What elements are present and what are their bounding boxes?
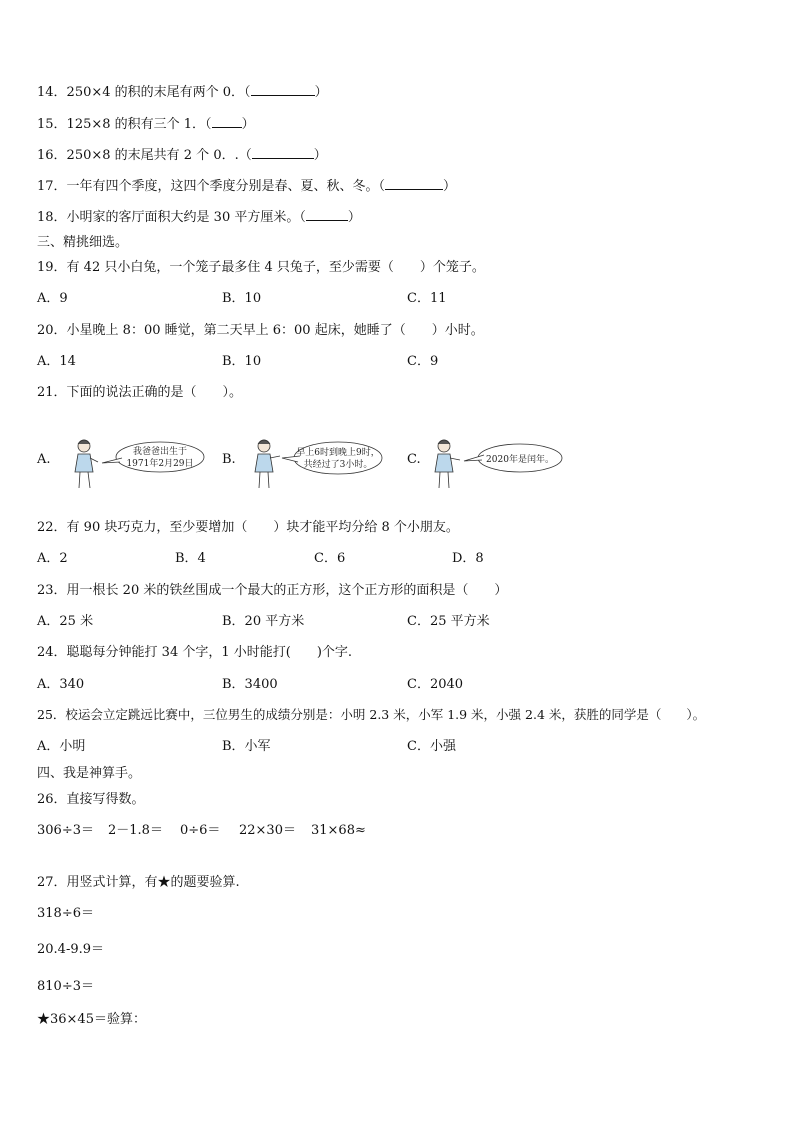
q21-option-a-label[interactable]: A. [37, 452, 51, 467]
question-14-text: 14．250×4 的积的末尾有两个 0．（ [37, 85, 251, 100]
q22-option-d[interactable]: D．8 [452, 551, 484, 566]
question-27-text: 27．用竖式计算，有★的题要验算. [37, 875, 240, 890]
q26-item-2: 2－1.8＝ [108, 823, 163, 838]
q26-item-3: 0÷6＝ [180, 823, 221, 838]
q27-item-3: 810÷3＝ [37, 979, 94, 994]
section-heading-4: 四、我是神算手。 [37, 766, 142, 781]
q20-option-b[interactable]: B．10 [222, 354, 262, 369]
q23-option-a[interactable]: A．25 米 [37, 614, 94, 629]
answer-blank[interactable] [212, 115, 242, 128]
q21-option-b-label[interactable]: B. [222, 452, 236, 467]
question-17-text: 17．一年有四个季度，这四个季度分别是春、夏、秋、冬。（ [37, 179, 386, 194]
question-17: 17．一年有四个季度，这四个季度分别是春、夏、秋、冬。（ ） [37, 179, 457, 194]
q27-item-2: 20.4-9.9＝ [37, 942, 105, 957]
answer-blank[interactable] [385, 177, 443, 190]
bubble-a-line-1: 我爸爸出生于 [132, 447, 188, 457]
section-heading-3: 三、精挑细选。 [37, 235, 129, 250]
question-23-text: 23．用一根长 20 米的铁丝围成一个最大的正方形，这个正方形的面积是（ ） [37, 583, 508, 598]
question-21-text: 21．下面的说法正确的是（ ）。 [37, 385, 243, 400]
q26-item-4: 22×30＝ [239, 823, 296, 838]
q19-option-a[interactable]: A．9 [37, 291, 68, 306]
q19-option-b[interactable]: B．10 [222, 291, 262, 306]
q23-option-b[interactable]: B．20 平方米 [222, 614, 305, 629]
q19-option-c[interactable]: C．11 [407, 291, 447, 306]
q24-option-a[interactable]: A．340 [37, 677, 85, 692]
question-24-text: 24．聪聪每分钟能打 34 个字，1 小时能打( )个字. [37, 645, 353, 660]
q21-option-c-label[interactable]: C. [407, 452, 421, 467]
q20-option-c[interactable]: C．9 [407, 354, 439, 369]
q27-item-1: 318÷6＝ [37, 906, 94, 921]
bubble-a-line-2: 1971年2月29日 [126, 459, 194, 469]
girl-speech-illustration-c [428, 436, 568, 492]
q25-option-b[interactable]: B．小军 [222, 739, 271, 754]
girl-speech-illustration-b [246, 436, 386, 492]
q26-item-1: 306÷3＝ [37, 823, 94, 838]
q22-option-c[interactable]: C．6 [314, 551, 346, 566]
q25-option-a[interactable]: A．小明 [37, 739, 86, 754]
q20-option-a[interactable]: A．14 [37, 354, 76, 369]
q25-option-c[interactable]: C．小强 [407, 739, 456, 754]
q26-item-5: 31×68≈ [311, 823, 366, 838]
question-25-text: 25．校运会立定跳远比赛中，三位男生的成绩分别是：小明 2.3 米，小军 1.9 米，小强 2.4 米，获胜的同学是（ ）。 [37, 707, 706, 722]
bubble-c-line-1: 2020年是闰年。 [486, 455, 554, 465]
question-26-text: 26．直接写得数。 [37, 792, 145, 807]
question-15: 15．125×8 的积有三个 1．（ ） [37, 117, 255, 132]
q27-item-4: ★36×45＝验算： [37, 1012, 146, 1027]
question-18: 18．小明家的客厅面积大约是 30 平方厘米。（ ） [37, 210, 361, 225]
q24-option-b[interactable]: B．3400 [222, 677, 278, 692]
question-16-text: 16．250×8 的末尾共有 2 个 0．.（ [37, 148, 252, 163]
question-19-text: 19．有 42 只小白兔，一个笼子最多住 4 只兔子，至少需要（ ）个笼子。 [37, 260, 485, 275]
q24-option-c[interactable]: C．2040 [407, 677, 464, 692]
question-14: 14．250×4 的积的末尾有两个 0．（ ） [37, 85, 328, 100]
girl-speech-illustration-a [68, 436, 208, 492]
answer-blank[interactable] [252, 146, 314, 159]
answer-blank[interactable] [251, 83, 315, 96]
bubble-b-line-2: 共经过了3小时。 [303, 460, 373, 470]
q22-option-a[interactable]: A．2 [37, 551, 68, 566]
q22-option-b[interactable]: B．4 [175, 551, 206, 566]
bubble-b-line-1: 早上6时到晚上9时， [296, 448, 380, 458]
question-15-text: 15．125×8 的积有三个 1．（ [37, 117, 212, 132]
question-20-text: 20．小星晚上 8：00 睡觉，第二天早上 6：00 起床，她睡了（ ）小时。 [37, 323, 484, 338]
question-16: 16．250×8 的末尾共有 2 个 0．.（ ） [37, 148, 327, 163]
question-22-text: 22．有 90 块巧克力，至少要增加（ ）块才能平均分给 8 个小朋友。 [37, 520, 459, 535]
q23-option-c[interactable]: C．25 平方米 [407, 614, 490, 629]
question-18-text: 18．小明家的客厅面积大约是 30 平方厘米。（ [37, 210, 306, 225]
answer-blank[interactable] [306, 208, 348, 221]
